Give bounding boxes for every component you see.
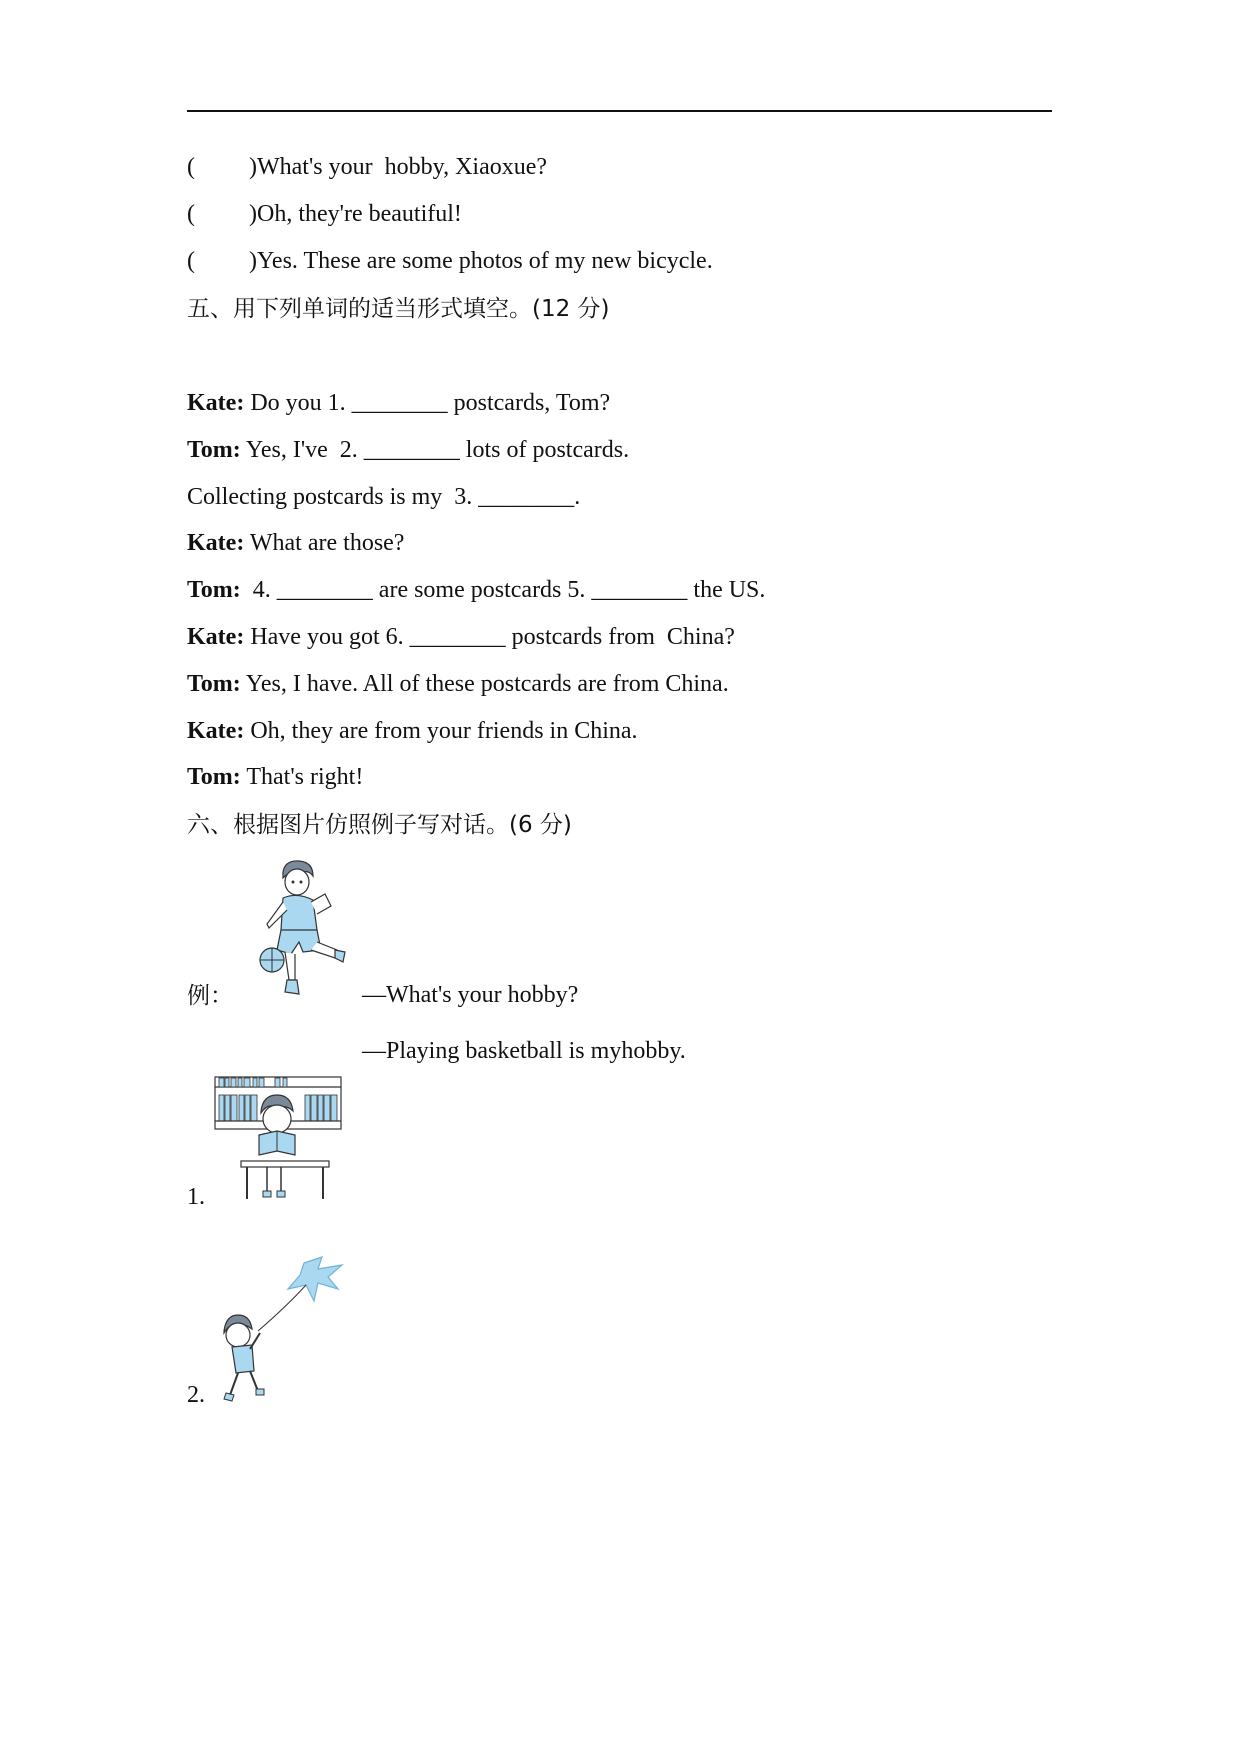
reading-boy-illustration	[213, 1075, 343, 1203]
item-number: 1.	[187, 1184, 205, 1210]
dialogue-line: Kate: Do you 1. ________ postcards, Tom?	[187, 390, 611, 416]
dialogue-line: Collecting postcards is my 3. ________.	[187, 484, 581, 510]
dialogue-line: Kate: What are those?	[187, 530, 405, 556]
dialogue-line: Tom: That's right!	[187, 764, 364, 790]
example-label: 例：	[187, 983, 233, 1009]
dialogue-line: Tom: Yes, I have. All of these postcards are from China.	[187, 671, 729, 697]
basketball-boy-illustration	[255, 858, 350, 1003]
order-item: ( )Yes. These are some photos of my new bicycle.	[187, 248, 713, 274]
kite-boy-illustration	[218, 1253, 350, 1405]
example-answer: —Playing basketball is myhobby.	[362, 1038, 686, 1064]
order-item: ( )Oh, they're beautiful!	[187, 201, 462, 227]
dialogue-line: Kate: Oh, they are from your friends in China.	[187, 718, 638, 744]
section6-heading: 六、根据图片仿照例子写对话。(6 分)	[187, 812, 572, 838]
item-number: 2.	[187, 1382, 205, 1408]
example-question: —What's your hobby?	[362, 982, 579, 1008]
order-item: ( )What's your hobby, Xiaoxue?	[187, 154, 548, 180]
section5-heading: 五、用下列单词的适当形式填空。(12 分)	[187, 296, 610, 322]
dialogue-line: Tom: 4. ________ are some postcards 5. ________ the US.	[187, 577, 766, 603]
dialogue-line: Tom: Yes, I've 2. ________ lots of postcards.	[187, 437, 630, 463]
top-rule	[187, 110, 1052, 112]
dialogue-line: Kate: Have you got 6. ________ postcards from China?	[187, 624, 735, 650]
